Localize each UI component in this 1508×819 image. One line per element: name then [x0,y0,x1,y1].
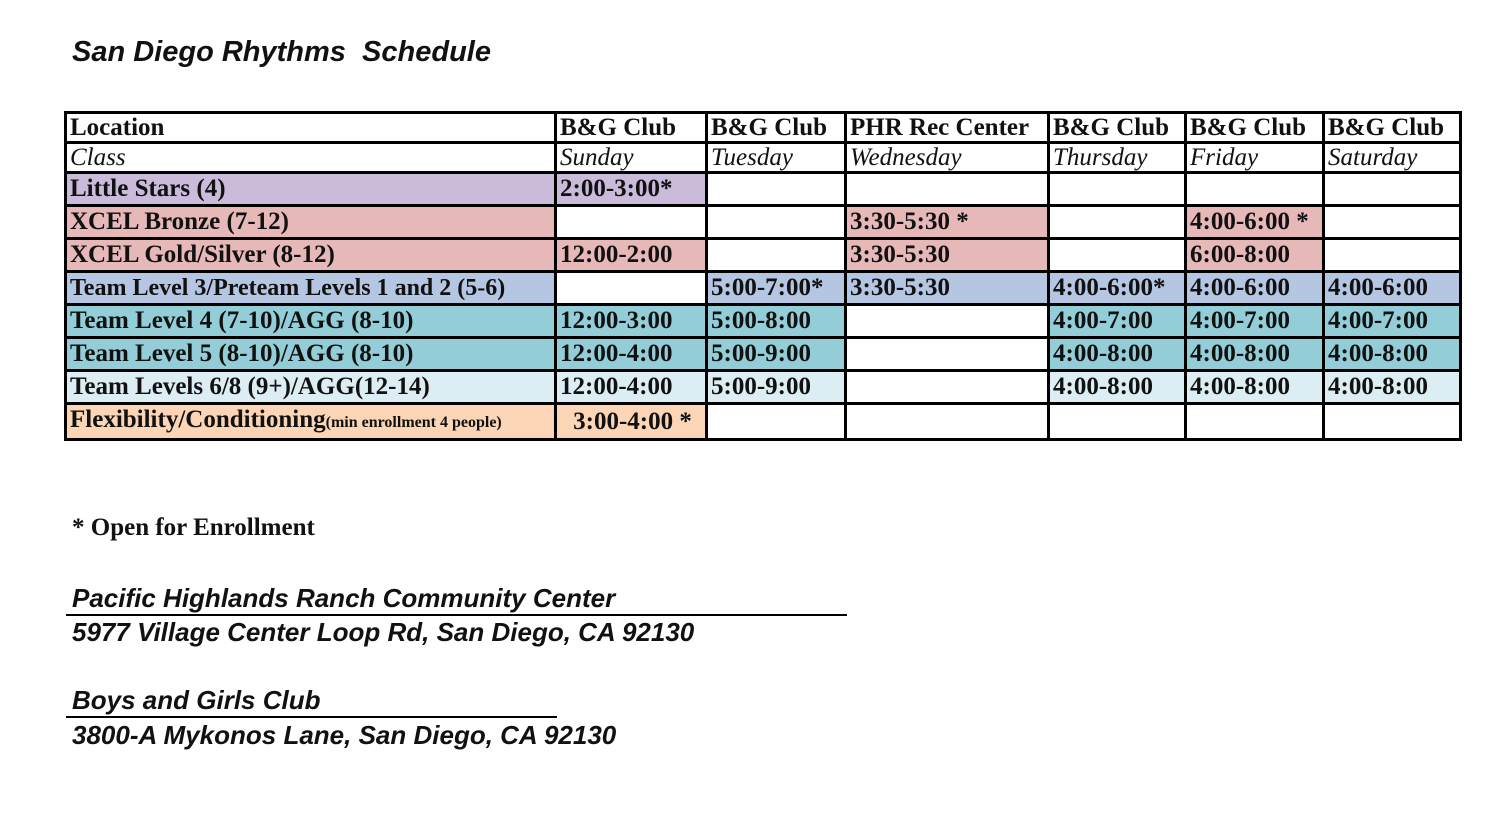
time-cell: 4:00-7:00 [1186,305,1324,338]
day-thursday: Thursday [1049,143,1186,173]
enrollment-note: * Open for Enrollment [72,514,315,541]
class-name: XCEL Bronze (7-12) [66,206,556,239]
location-friday: B&G Club [1186,113,1324,143]
time-cell: 4:00-8:00 [1049,371,1186,404]
day-sunday: Sunday [556,143,707,173]
time-cell [1049,404,1186,440]
time-cell: 4:00-8:00 [1186,338,1324,371]
location-thursday: B&G Club [1049,113,1186,143]
location-wednesday: PHR Rec Center [846,113,1049,143]
time-cell: 4:00-8:00 [1186,371,1324,404]
time-cell: 4:00-6:00 * [1186,206,1324,239]
table-row [66,305,1461,338]
time-cell [1324,173,1461,206]
day-friday: Friday [1186,143,1324,173]
time-cell: 4:00-7:00 [1049,305,1186,338]
time-cell: 3:30-5:30 [846,239,1049,272]
day-wednesday: Wednesday [846,143,1049,173]
day-saturday: Saturday [1324,143,1461,173]
time-cell: 12:00-4:00 [556,338,707,371]
time-cell [846,404,1049,440]
time-cell: 5:00-9:00 [707,338,846,371]
time-cell [846,338,1049,371]
class-name: XCEL Gold/Silver (8-12) [66,239,556,272]
table-row [66,404,1461,440]
class-name: Team Level 4 (7-10)/AGG (8-10) [66,305,556,338]
time-cell: 3:30-5:30 [846,272,1049,305]
time-cell: 12:00-3:00 [556,305,707,338]
time-cell: 5:00-7:00* [707,272,846,305]
time-cell: 6:00-8:00 [1186,239,1324,272]
time-cell [707,173,846,206]
schedule-table [64,111,1462,441]
time-cell: 5:00-8:00 [707,305,846,338]
page-title: San Diego Rhythms Schedule [72,36,491,68]
table-row [66,173,1461,206]
location-sunday: B&G Club [556,113,707,143]
time-cell [707,239,846,272]
class-name-text: Flexibility/Conditioning [70,406,326,433]
day-row [66,143,1461,173]
time-cell [1049,239,1186,272]
time-cell: 4:00-8:00 [1324,338,1461,371]
time-cell [1186,404,1324,440]
day-tuesday: Tuesday [707,143,846,173]
time-cell: 2:00-3:00* [556,173,707,206]
class-name [66,404,556,440]
table-row [66,371,1461,404]
time-cell [1324,206,1461,239]
time-cell: 5:00-9:00 [707,371,846,404]
location-header: Location [66,113,556,143]
location-tuesday: B&G Club [707,113,846,143]
table-row [66,338,1461,371]
time-cell: 4:00-8:00 [1324,371,1461,404]
table-row [66,206,1461,239]
time-cell [707,206,846,239]
class-name: Little Stars (4) [66,173,556,206]
class-name: Team Levels 6/8 (9+)/AGG(12-14) [66,371,556,404]
time-cell [1324,404,1461,440]
location-name: Pacific Highlands Ranch Community Center [72,583,616,613]
time-cell: 4:00-6:00 [1324,272,1461,305]
time-cell [556,272,707,305]
min-enrollment-note: (min enrollment 4 people) [325,414,502,431]
time-cell: 4:00-6:00 [1186,272,1324,305]
location-address: 5977 Village Center Loop Rd, San Diego, CA 92130 [72,617,695,647]
time-cell: 12:00-2:00 [556,239,707,272]
time-cell [846,305,1049,338]
time-cell: 4:00-7:00 [1324,305,1461,338]
location-address: 3800-A Mykonos Lane, San Diego, CA 92130 [72,720,617,750]
time-cell [1049,206,1186,239]
time-cell [846,173,1049,206]
time-cell: 12:00-4:00 [556,371,707,404]
time-cell [707,404,846,440]
table-row [66,239,1461,272]
class-name: Team Level 5 (8-10)/AGG (8-10) [66,338,556,371]
class-header: Class [66,143,556,173]
time-cell [1324,239,1461,272]
time-cell [556,206,707,239]
time-cell [846,371,1049,404]
location-name: Boys and Girls Club [72,685,321,715]
time-cell: 3:30-5:30 * [846,206,1049,239]
location-row [66,113,1461,143]
time-cell: 4:00-8:00 [1049,338,1186,371]
time-cell [1186,173,1324,206]
table-row [66,272,1461,305]
time-cell: 4:00-6:00* [1049,272,1186,305]
class-name: Team Level 3/Preteam Levels 1 and 2 (5-6) [66,272,556,305]
time-cell: 3:00-4:00 * [556,404,707,440]
time-cell [1049,173,1186,206]
location-saturday: B&G Club [1324,113,1461,143]
